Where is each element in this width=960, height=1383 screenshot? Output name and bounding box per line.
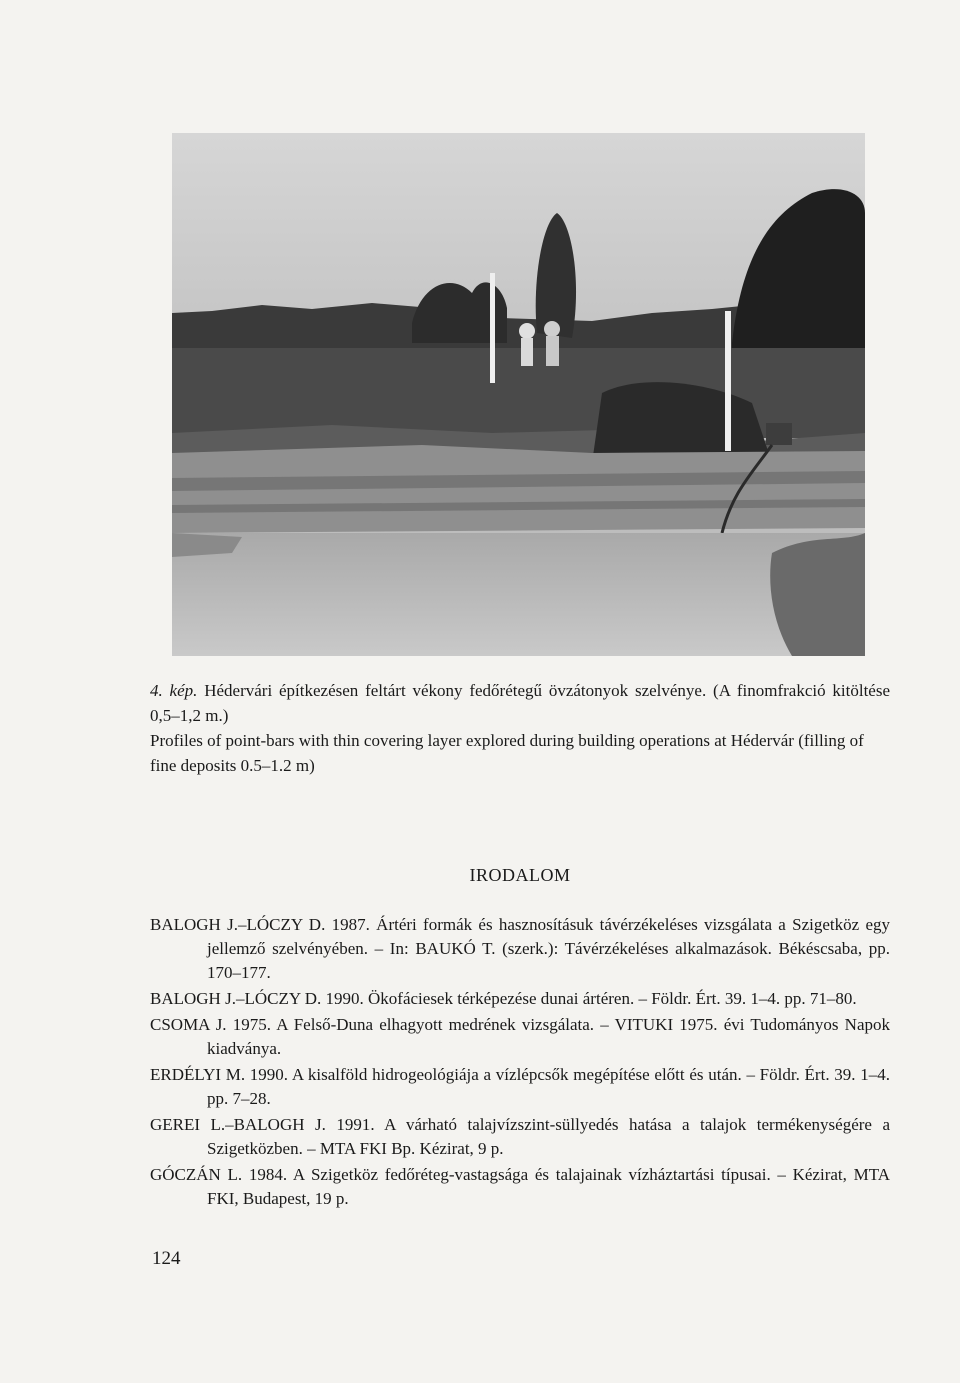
caption-label: 4. kép. xyxy=(150,681,198,700)
survey-pole-right xyxy=(725,311,731,451)
reference-text: A Felső-Duna elhagyott medrének vizsgálata. – VITUKI 1975. évi Tudományos Napok kiadványa. xyxy=(207,1015,891,1058)
reference-text: Ártéri formák és hasznosításuk távérzékeléses vizsgálata a Szigetköz egy jellemző szelvényében. – In: BAUKÓ T. (szerk.): Távérzékeléses alkalmazások. Békéscsaba, pp. 170–177. xyxy=(207,915,890,982)
reference-text: A Szigetköz fedőréteg-vastagsága és talajainak vízháztartási típusai. – Kézirat, MTA FKI, Budapest, 19 p. xyxy=(207,1165,890,1208)
field-photograph xyxy=(172,133,865,656)
reference-authors: GEREI L.–BALOGH J. 1991. xyxy=(150,1115,375,1134)
reference-authors: BALOGH J.–LÓCZY D. 1990. xyxy=(150,989,364,1008)
caption-hungarian xyxy=(150,678,890,728)
reference-item xyxy=(150,913,890,985)
reference-authors: BALOGH J.–LÓCZY D. 1987. xyxy=(150,915,370,934)
reference-item xyxy=(150,1063,890,1111)
reference-text: A kisalföld hidrogeológiája a vízlépcsők megépítése előtt és után. – Földr. Ért. 39. 1–4. pp. 7–28. xyxy=(207,1065,891,1108)
reference-text: A várható talajvízszint-süllyedés hatása a talajok termékenységére a Szigetközben. – MTA FKI Bp. Kézirat, 9 p. xyxy=(207,1115,890,1158)
reference-authors: ERDÉLYI M. 1990. xyxy=(150,1065,289,1084)
field-vegetation xyxy=(172,348,865,438)
worker-figure-2 xyxy=(544,321,560,337)
pump-machine xyxy=(766,423,792,445)
section-heading: IRODALOM xyxy=(469,865,571,885)
photo-scene xyxy=(172,133,865,656)
worker-figure-1 xyxy=(519,323,535,339)
survey-pole-left xyxy=(490,273,495,383)
page-number: 124 xyxy=(152,1248,181,1269)
reference-list xyxy=(150,913,890,1211)
pit-bank-right xyxy=(770,533,865,656)
reference-item xyxy=(150,1013,890,1061)
caption-english: Profiles of point-bars with thin covering layer explored during building operations at Hédervár (filling of fine deposits 0.5–1.2 m) xyxy=(150,731,864,775)
reference-text: Ökofáciesek térképezése dunai ártéren. – Földr. Ért. 39. 1–4. pp. 71–80. xyxy=(368,989,857,1008)
caption-hungarian-text: Hédervári építkezésen feltárt vékony fedőrétegű övzátonyok szelvénye. (A finomfrakció kitöltése 0,5–1,2 m.) xyxy=(150,681,891,725)
flooded-pit xyxy=(172,533,865,656)
reference-item xyxy=(150,987,890,1011)
reference-item xyxy=(150,1163,890,1211)
reference-authors: CSOMA J. 1975. xyxy=(150,1015,271,1034)
reference-authors: GÓCZÁN L. 1984. xyxy=(150,1165,288,1184)
reference-item xyxy=(150,1113,890,1161)
figure-caption xyxy=(150,678,890,778)
